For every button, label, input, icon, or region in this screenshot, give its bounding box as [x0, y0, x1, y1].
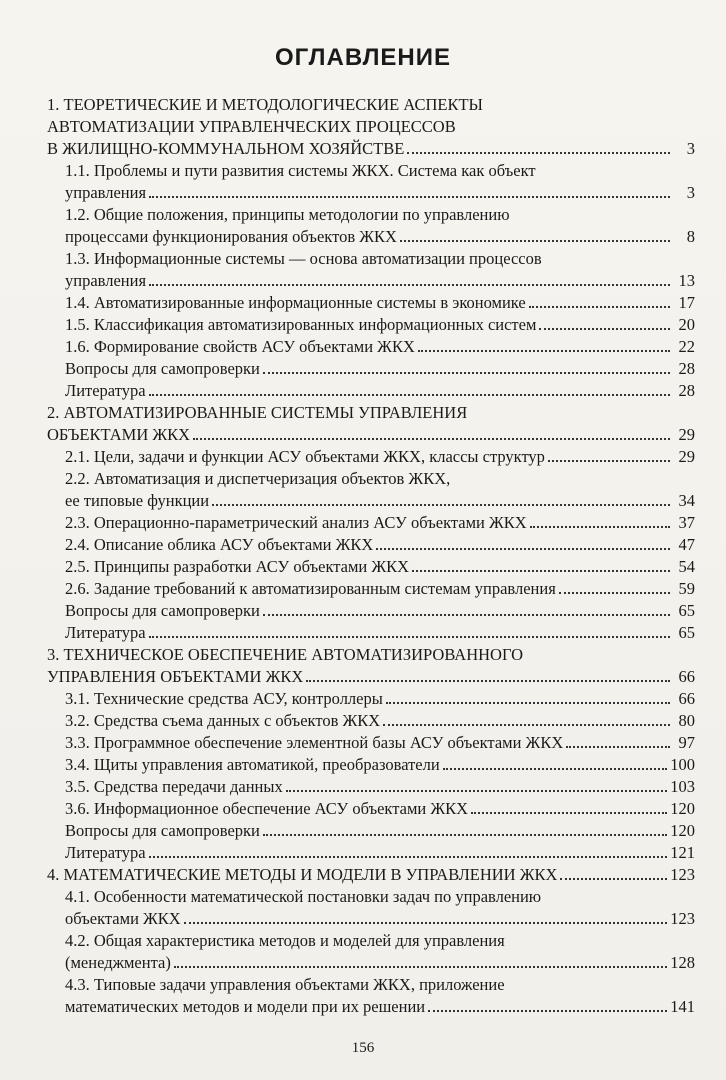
- toc-page-number: 66: [678, 689, 695, 708]
- toc-entry-text: 4.2. Общая характеристика методов и моделей для управления: [65, 931, 505, 950]
- dot-leader: [149, 636, 670, 638]
- toc-entry-text: Литература: [65, 381, 146, 400]
- toc-entry-chapter: [47, 94, 695, 160]
- dot-leader: [149, 284, 670, 286]
- table-of-contents: [47, 94, 695, 1018]
- dot-leader: [263, 372, 670, 374]
- dot-leader: [306, 680, 670, 682]
- toc-entry-misc: [65, 842, 695, 864]
- toc-entry-section: [65, 468, 695, 512]
- toc-page-number: 29: [678, 425, 695, 444]
- dot-leader: [539, 328, 670, 330]
- toc-entry-misc: [65, 600, 695, 622]
- toc-entry-text: объектами ЖКХ: [65, 909, 181, 928]
- dot-leader: [383, 724, 670, 726]
- dot-leader: [412, 570, 670, 572]
- dot-leader: [149, 394, 670, 396]
- toc-page-number: 13: [678, 271, 695, 290]
- toc-entry-text: 3.1. Технические средства АСУ, контроллеры: [65, 689, 383, 708]
- dot-leader: [286, 790, 668, 792]
- toc-page-number: 59: [678, 579, 695, 598]
- toc-entry-text: АВТОМАТИЗАЦИИ УПРАВЛЕНЧЕСКИХ ПРОЦЕССОВ: [47, 117, 456, 136]
- toc-entry-text: 2.1. Цели, задачи и функции АСУ объектами ЖКХ, классы структур: [65, 447, 545, 466]
- toc-page-number: 141: [670, 997, 695, 1016]
- toc-entry-text: 3. ТЕХНИЧЕСКОЕ ОБЕСПЕЧЕНИЕ АВТОМАТИЗИРОВАННОГО: [47, 645, 523, 664]
- toc-page-number: 3: [686, 139, 695, 158]
- toc-entry-text: математических методов и модели при их решении: [65, 997, 426, 1016]
- toc-entry-section: [65, 336, 695, 358]
- toc-entry-misc: [65, 380, 695, 402]
- dot-leader: [529, 306, 670, 308]
- toc-entry-section: [65, 248, 695, 292]
- toc-page-number: 8: [686, 227, 695, 246]
- toc-entry-text: Вопросы для самопроверки: [65, 601, 260, 620]
- dot-leader: [400, 240, 670, 242]
- dot-leader: [428, 1010, 667, 1012]
- toc-entry-section: [65, 688, 695, 710]
- toc-entry-section: [65, 798, 695, 820]
- toc-entry-text: 2.3. Операционно-параметрический анализ АСУ объектами ЖКХ: [65, 513, 527, 532]
- toc-entry-text: 2.2. Автоматизация и диспетчеризация объектов ЖКХ,: [65, 469, 451, 488]
- toc-entry-text: 1.2. Общие положения, принципы методологии по управлению: [65, 205, 510, 224]
- toc-entry-section: [65, 292, 695, 314]
- toc-entry-section: [65, 446, 695, 468]
- toc-entry-text: управления: [65, 271, 147, 290]
- toc-page-number: 47: [678, 535, 695, 554]
- toc-page-number: 66: [678, 667, 695, 686]
- toc-entry-text: УПРАВЛЕНИЯ ОБЪЕКТАМИ ЖКХ: [47, 667, 304, 686]
- toc-entry-section: [65, 578, 695, 600]
- toc-entry-section: [65, 314, 695, 336]
- toc-page-number: 34: [678, 491, 695, 510]
- toc-page-number: 37: [678, 513, 695, 532]
- toc-page-number: 65: [678, 623, 695, 642]
- toc-entry-section: [65, 160, 695, 204]
- dot-leader: [443, 768, 668, 770]
- toc-entry-section: [65, 886, 695, 930]
- toc-entry-chapter: [47, 402, 695, 446]
- toc-page-number: 22: [678, 337, 695, 356]
- toc-page-number: 80: [678, 711, 695, 730]
- toc-entry-text: 2.5. Принципы разработки АСУ объектами ЖКХ: [65, 557, 410, 576]
- toc-entry-text: 3.4. Щиты управления автоматикой, преобразователи: [65, 755, 440, 774]
- toc-page-number: 29: [678, 447, 695, 466]
- dot-leader: [560, 878, 667, 880]
- dot-leader: [376, 548, 670, 550]
- toc-page-number: 20: [678, 315, 695, 334]
- dot-leader: [418, 350, 670, 352]
- toc-entry-misc: [65, 358, 695, 380]
- toc-page-number: 28: [678, 359, 695, 378]
- dot-leader: [530, 526, 670, 528]
- toc-entry-text: процессами функционирования объектов ЖКХ: [65, 227, 397, 246]
- toc-entry-chapter: [47, 864, 695, 886]
- toc-entry-text: ее типовые функции: [65, 491, 210, 510]
- toc-page-number: 121: [670, 843, 695, 862]
- dot-leader: [149, 196, 670, 198]
- page-number: 156: [351, 1040, 375, 1056]
- toc-entry-section: [65, 974, 695, 1018]
- toc-entry-text: 1.3. Информационные системы — основа автоматизации процессов: [65, 249, 542, 268]
- dot-leader: [193, 438, 670, 440]
- toc-page-number: 103: [670, 777, 695, 796]
- toc-entry-text: 1. ТЕОРЕТИЧЕСКИЕ И МЕТОДОЛОГИЧЕСКИЕ АСПЕКТЫ: [47, 95, 483, 114]
- toc-entry-section: [65, 556, 695, 578]
- toc-page-number: 65: [678, 601, 695, 620]
- toc-entry-misc: [65, 820, 695, 842]
- toc-entry-text: 2.6. Задание требований к автоматизированным системам управления: [65, 579, 556, 598]
- toc-page-number: 128: [670, 953, 695, 972]
- dot-leader: [548, 460, 670, 462]
- toc-entry-text: 4.3. Типовые задачи управления объектами ЖКХ, приложение: [65, 975, 505, 994]
- toc-entry-text: 1.1. Проблемы и пути развития системы ЖКХ. Система как объект: [65, 161, 536, 180]
- toc-entry-text: Литература: [65, 843, 146, 862]
- toc-page-number: 97: [678, 733, 695, 752]
- dot-leader: [149, 856, 668, 858]
- toc-entry-section: [65, 512, 695, 534]
- dot-leader: [184, 922, 668, 924]
- toc-entry-text: Вопросы для самопроверки: [65, 359, 260, 378]
- toc-entry-section: [65, 776, 695, 798]
- toc-page-number: 100: [670, 755, 695, 774]
- toc-entry-misc: [65, 622, 695, 644]
- toc-page-number: 17: [678, 293, 695, 312]
- page-title: ОГЛАВЛЕНИЕ: [274, 44, 452, 71]
- toc-entry-text: (менеджмента): [65, 953, 171, 972]
- dot-leader: [263, 834, 667, 836]
- dot-leader: [407, 152, 670, 154]
- dot-leader: [174, 966, 667, 968]
- toc-entry-chapter: [47, 644, 695, 688]
- toc-entry-text: управления: [65, 183, 147, 202]
- toc-page-number: 123: [670, 909, 695, 928]
- toc-entry-section: [65, 930, 695, 974]
- toc-page-number: 54: [678, 557, 695, 576]
- dot-leader: [566, 746, 670, 748]
- toc-entry-text: ОБЪЕКТАМИ ЖКХ: [47, 425, 191, 444]
- toc-entry-text: 3.3. Программное обеспечение элементной базы АСУ объектами ЖКХ: [65, 733, 564, 752]
- dot-leader: [212, 504, 670, 506]
- toc-entry-text: 3.5. Средства передачи данных: [65, 777, 283, 796]
- toc-entry-section: [65, 710, 695, 732]
- dot-leader: [559, 592, 670, 594]
- toc-page-number: 123: [670, 865, 695, 884]
- dot-leader: [386, 702, 670, 704]
- toc-entry-text: 2. АВТОМАТИЗИРОВАННЫЕ СИСТЕМЫ УПРАВЛЕНИЯ: [47, 403, 468, 422]
- toc-entry-text: 3.6. Информационное обеспечение АСУ объектами ЖКХ: [65, 799, 469, 818]
- toc-entry-section: [65, 732, 695, 754]
- toc-entry-text: В ЖИЛИЩНО-КОММУНАЛЬНОМ ХОЗЯЙСТВЕ: [47, 139, 405, 158]
- toc-page-number: 28: [678, 381, 695, 400]
- toc-page-number: 120: [670, 821, 695, 840]
- toc-entry-text: 1.4. Автоматизированные информационные системы в экономике: [65, 293, 526, 312]
- toc-entry-text: 4.1. Особенности математической постановки задач по управлению: [65, 887, 542, 906]
- dot-leader: [471, 812, 667, 814]
- toc-entry-section: [65, 534, 695, 556]
- dot-leader: [263, 614, 670, 616]
- toc-entry-section: [65, 204, 695, 248]
- toc-page-number: 120: [670, 799, 695, 818]
- toc-entry-text: 1.5. Классификация автоматизированных информационных систем: [65, 315, 537, 334]
- toc-entry-section: [65, 754, 695, 776]
- toc-entry-text: 3.2. Средства съема данных с объектов ЖКХ: [65, 711, 381, 730]
- toc-page-number: 3: [686, 183, 695, 202]
- toc-entry-text: 4. МАТЕМАТИЧЕСКИЕ МЕТОДЫ И МОДЕЛИ В УПРАВЛЕНИИ ЖКХ: [47, 865, 558, 884]
- toc-entry-text: Вопросы для самопроверки: [65, 821, 260, 840]
- toc-entry-text: Литература: [65, 623, 146, 642]
- toc-entry-text: 1.6. Формирование свойств АСУ объектами ЖКХ: [65, 337, 415, 356]
- toc-entry-text: 2.4. Описание облика АСУ объектами ЖКХ: [65, 535, 374, 554]
